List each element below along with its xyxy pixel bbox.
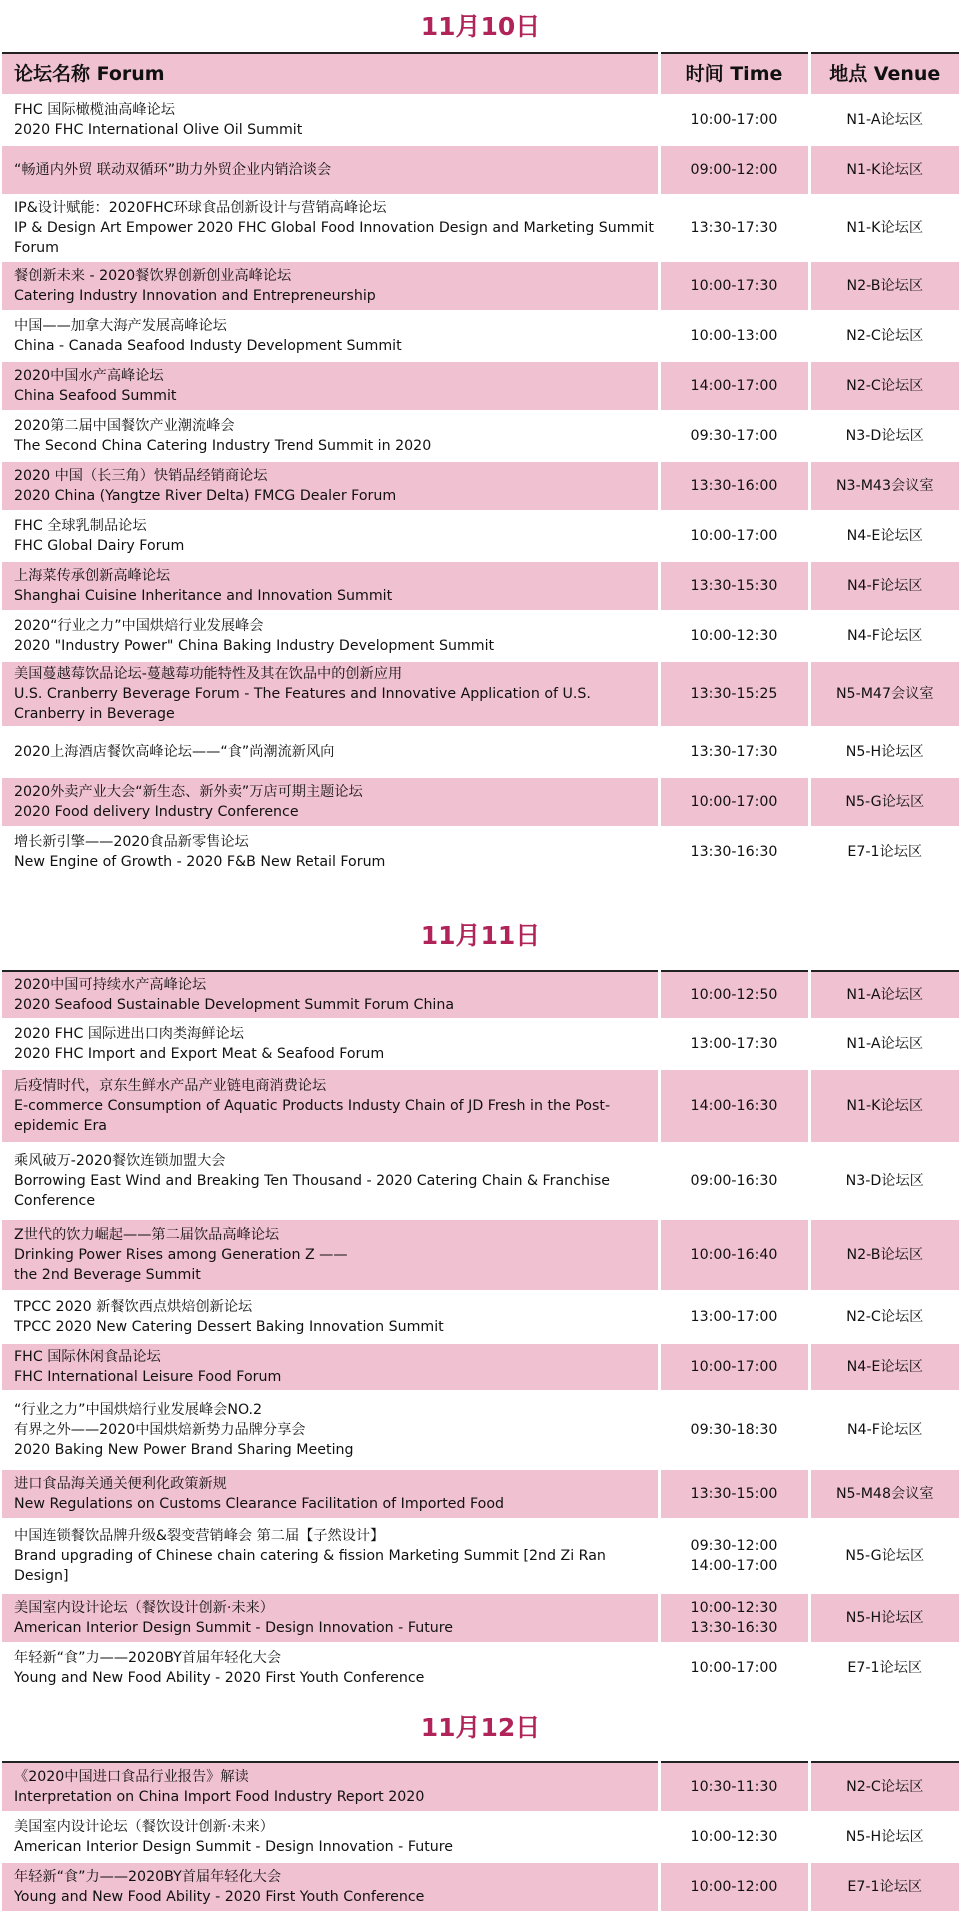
time-cell [659, 1469, 809, 1519]
forum-name-en: China - Canada Seafood Industy Development Summit [14, 338, 402, 354]
time-value: 10:00-13:00 [690, 328, 778, 344]
forum-cell [2, 1219, 659, 1291]
day-title: 11月10日 [420, 12, 541, 41]
forum-name-cn: 美国室内设计论坛（餐饮设计创新·未来） [14, 1600, 274, 1616]
forum-name-en: the 2nd Beverage Summit [14, 1267, 201, 1283]
venue-cell: N4-F论坛区 [809, 561, 959, 611]
forum-cell [2, 1862, 659, 1912]
table-row [2, 95, 959, 145]
forum-name-cn: 2020中国可持续水产高峰论坛 [14, 977, 207, 993]
forum-name-en: Interpretation on China Import Food Industry Report 2020 [14, 1789, 425, 1805]
forum-cell [2, 661, 659, 727]
venue-cell: N1-K论坛区 [809, 1069, 959, 1143]
table-row [2, 1519, 959, 1593]
time-cell [659, 1643, 809, 1693]
venue-cell: N1-A论坛区 [809, 95, 959, 145]
forum-name-cn: 乘风破万-2020餐饮连锁加盟大会 [14, 1153, 226, 1169]
time-value: 09:30-12:00 [690, 1538, 778, 1554]
time-value: 10:00-12:00 [690, 1879, 778, 1895]
forum-name-en: Shanghai Cuisine Inheritance and Innovation Summit [14, 588, 393, 604]
forum-name-en: E-commerce Consumption of Aquatic Products Industy Chain of JD Fresh in the Post-epidemic Era [14, 1098, 611, 1134]
forum-name-en: Young and New Food Ability - 2020 First Youth Conference [14, 1670, 425, 1686]
time-cell [659, 1219, 809, 1291]
forum-name-cn: 《2020中国进口食品行业报告》解读 [14, 1769, 249, 1785]
time-value: 10:00-16:40 [690, 1247, 778, 1263]
table-row [2, 411, 959, 461]
venue-cell: N2-B论坛区 [809, 261, 959, 311]
forum-name-en: 2020 FHC Import and Export Meat & Seafood Forum [14, 1046, 385, 1062]
forum-table [2, 52, 959, 878]
time-value: 13:30-16:30 [690, 844, 778, 860]
forum-name-cn: FHC 全球乳制品论坛 [14, 518, 147, 534]
table-row [2, 261, 959, 311]
forum-name-en: The Second China Catering Industry Trend Summit in 2020 [14, 438, 432, 454]
time-cell [659, 661, 809, 727]
time-value: 13:30-15:30 [690, 578, 778, 594]
forum-name-cn: 2020上海酒店餐饮高峰论坛——“食”尚潮流新风向 [14, 744, 335, 760]
time-cell [659, 727, 809, 777]
table-row [2, 461, 959, 511]
time-value: 09:30-18:30 [690, 1422, 778, 1438]
time-cell [659, 1019, 809, 1069]
venue-cell: N3-D论坛区 [809, 1143, 959, 1219]
forum-name-en: Catering Industry Innovation and Entrepreneurship [14, 288, 376, 304]
venue-cell: N1-K论坛区 [809, 145, 959, 195]
time-cell [659, 461, 809, 511]
venue-cell: N1-K论坛区 [809, 195, 959, 261]
forum-cell [2, 1812, 659, 1862]
table-row [2, 611, 959, 661]
venue-cell: N1-A论坛区 [809, 971, 959, 1019]
forum-name-cn: 2020“行业之力”中国烘焙行业发展峰会 [14, 618, 264, 634]
time-cell [659, 261, 809, 311]
time-value: 10:00-12:30 [690, 1600, 778, 1616]
forum-name-cn: TPCC 2020 新餐饮西点烘焙创新论坛 [14, 1299, 253, 1315]
time-value: 13:30-15:25 [690, 686, 778, 702]
forum-name-cn: 美国室内设计论坛（餐饮设计创新·未来） [14, 1819, 274, 1835]
forum-cell [2, 1762, 659, 1812]
forum-name-cn: 2020中国水产高峰论坛 [14, 368, 164, 384]
forum-name-cn: 增长新引擎——2020食品新零售论坛 [14, 834, 249, 850]
time-value: 13:30-16:00 [690, 478, 778, 494]
forum-name-cn: “畅通内外贸 联动双循环”助力外贸企业内销洽谈会 [14, 162, 332, 178]
table-row [2, 1291, 959, 1343]
forum-name-en: 2020 China (Yangtze River Delta) FMCG Dealer Forum [14, 488, 397, 504]
forum-name-cn: 有界之外——2020中国烘焙新势力品牌分享会 [14, 1422, 306, 1438]
forum-cell [2, 1019, 659, 1069]
table-row [2, 1812, 959, 1862]
forum-name-en: China Seafood Summit [14, 388, 177, 404]
time-value: 14:00-17:00 [690, 378, 778, 394]
time-value: 13:30-17:30 [690, 220, 778, 236]
table-row [2, 971, 959, 1019]
venue-cell: N4-F论坛区 [809, 611, 959, 661]
forum-table [2, 1761, 959, 1913]
time-cell [659, 411, 809, 461]
table-row [2, 1391, 959, 1469]
table-row [2, 727, 959, 777]
table-row [2, 827, 959, 877]
forum-name-cn: 2020第二届中国餐饮产业潮流峰会 [14, 418, 235, 434]
forum-name-cn: 上海菜传承创新高峰论坛 [14, 568, 171, 584]
time-value: 10:00-17:00 [690, 112, 778, 128]
time-value: 14:00-16:30 [690, 1098, 778, 1114]
time-cell [659, 611, 809, 661]
venue-cell: N3-D论坛区 [809, 411, 959, 461]
table-row [2, 311, 959, 361]
forum-cell [2, 1593, 659, 1643]
forum-name-cn: FHC 国际休闲食品论坛 [14, 1349, 161, 1365]
table-row [2, 777, 959, 827]
time-value: 13:30-15:00 [690, 1486, 778, 1502]
time-value: 10:00-17:00 [690, 1660, 778, 1676]
table-row [2, 145, 959, 195]
time-value: 13:30-17:30 [690, 744, 778, 760]
forum-cell [2, 971, 659, 1019]
time-value: 10:00-17:00 [690, 794, 778, 810]
venue-cell: N4-E论坛区 [809, 1343, 959, 1391]
forum-name-cn: Z世代的饮力崛起——第二届饮品高峰论坛 [14, 1227, 280, 1243]
venue-cell: N5-G论坛区 [809, 1519, 959, 1593]
table-row [2, 361, 959, 411]
time-cell [659, 145, 809, 195]
forum-name-en: FHC International Leisure Food Forum [14, 1369, 282, 1385]
table-row [2, 1143, 959, 1219]
table-header [2, 53, 959, 95]
venue-cell: N5-H论坛区 [809, 727, 959, 777]
forum-name-cn: 餐创新未来 - 2020餐饮界创新创业高峰论坛 [14, 268, 292, 284]
venue-cell: N5-M48会议室 [809, 1469, 959, 1519]
time-cell [659, 311, 809, 361]
time-cell [659, 1143, 809, 1219]
day-section-nov-12 [0, 1698, 961, 1913]
day-title: 11月12日 [420, 1713, 541, 1742]
time-cell [659, 195, 809, 261]
time-cell [659, 1519, 809, 1593]
table-row [2, 511, 959, 561]
time-cell [659, 1069, 809, 1143]
time-value: 13:30-16:30 [690, 1620, 778, 1636]
forum-cell [2, 1519, 659, 1593]
forum-name-en: FHC Global Dairy Forum [14, 538, 185, 554]
forum-cell [2, 1469, 659, 1519]
venue-cell: N5-M47会议室 [809, 661, 959, 727]
forum-name-cn: “行业之力”中国烘焙行业发展峰会NO.2 [14, 1402, 263, 1418]
forum-cell [2, 1291, 659, 1343]
table-row [2, 1219, 959, 1291]
venue-cell: N5-H论坛区 [809, 1812, 959, 1862]
venue-cell: N2-C论坛区 [809, 361, 959, 411]
forum-name-en: 2020 "Industry Power" China Baking Industry Development Summit [14, 638, 495, 654]
forum-cell [2, 561, 659, 611]
time-cell [659, 361, 809, 411]
header-time: 时间 Time [659, 53, 809, 95]
forum-name-en: 2020 Seafood Sustainable Development Summit Forum China [14, 997, 455, 1013]
forum-cell [2, 145, 659, 195]
time-cell [659, 1391, 809, 1469]
table-row [2, 1762, 959, 1812]
forum-name-en: IP & Design Art Empower 2020 FHC Global Food Innovation Design and Marketing Summit Forum [14, 220, 654, 256]
venue-cell: N4-E论坛区 [809, 511, 959, 561]
forum-cell [2, 461, 659, 511]
time-value: 10:00-17:30 [690, 278, 778, 294]
day-section-nov-10 [0, 0, 961, 878]
time-value: 09:00-16:30 [690, 1173, 778, 1189]
forum-name-en: Young and New Food Ability - 2020 First Youth Conference [14, 1889, 425, 1905]
time-cell [659, 1593, 809, 1643]
time-value: 09:30-17:00 [690, 428, 778, 444]
venue-cell: N3-M43会议室 [809, 461, 959, 511]
forum-name-cn: 年轻新“食”力——2020BY首届年轻化大会 [14, 1650, 282, 1666]
venue-cell: E7-1论坛区 [809, 1862, 959, 1912]
header-forum: 论坛名称 Forum [2, 53, 659, 95]
venue-cell: N2-B论坛区 [809, 1219, 959, 1291]
forum-cell [2, 727, 659, 777]
time-cell [659, 971, 809, 1019]
time-value: 10:30-11:30 [690, 1779, 778, 1795]
day-section-nov-11 [0, 907, 961, 1694]
venue-cell: N2-C论坛区 [809, 1291, 959, 1343]
time-value: 09:00-12:00 [690, 162, 778, 178]
time-cell [659, 95, 809, 145]
forum-name-en: American Interior Design Summit - Design Innovation - Future [14, 1839, 453, 1855]
table-row [2, 1643, 959, 1693]
time-cell [659, 1862, 809, 1912]
forum-cell [2, 361, 659, 411]
time-cell [659, 1343, 809, 1391]
forum-cell [2, 1069, 659, 1143]
time-value: 14:00-17:00 [690, 1558, 778, 1574]
table-row [2, 1469, 959, 1519]
venue-cell: N5-G论坛区 [809, 777, 959, 827]
time-value: 13:00-17:30 [690, 1036, 778, 1052]
venue-cell: E7-1论坛区 [809, 827, 959, 877]
forum-name-en: Drinking Power Rises among Generation Z —— [14, 1247, 348, 1263]
forum-cell [2, 95, 659, 145]
forum-cell [2, 1343, 659, 1391]
venue-cell: N1-A论坛区 [809, 1019, 959, 1069]
time-cell [659, 1812, 809, 1862]
time-cell [659, 1762, 809, 1812]
time-value: 10:00-12:30 [690, 1829, 778, 1845]
table-row [2, 195, 959, 261]
time-value: 13:00-17:00 [690, 1309, 778, 1325]
forum-name-cn: 年轻新“食”力——2020BY首届年轻化大会 [14, 1869, 282, 1885]
forum-cell [2, 1143, 659, 1219]
forum-name-cn: 2020 FHC 国际进出口肉类海鲜论坛 [14, 1026, 244, 1042]
forum-cell [2, 411, 659, 461]
forum-name-cn: 美国蔓越莓饮品论坛-蔓越莓功能特性及其在饮品中的创新应用 [14, 666, 403, 682]
table-row [2, 1069, 959, 1143]
forum-name-cn: IP&设计赋能：2020FHC环球食品创新设计与营销高峰论坛 [14, 200, 387, 216]
forum-name-en: American Interior Design Summit - Design Innovation - Future [14, 1620, 453, 1636]
time-value: 10:00-12:50 [690, 987, 778, 1003]
forum-cell [2, 777, 659, 827]
table-row [2, 1343, 959, 1391]
time-cell [659, 1291, 809, 1343]
forum-cell [2, 195, 659, 261]
time-value: 10:00-12:30 [690, 628, 778, 644]
time-cell [659, 777, 809, 827]
forum-name-en: New Regulations on Customs Clearance Facilitation of Imported Food [14, 1496, 505, 1512]
table-row [2, 661, 959, 727]
time-cell [659, 827, 809, 877]
forum-cell [2, 827, 659, 877]
venue-cell: N2-C论坛区 [809, 1762, 959, 1812]
forum-name-en: 2020 Baking New Power Brand Sharing Meeting [14, 1442, 354, 1458]
header-venue: 地点 Venue [809, 53, 959, 95]
venue-cell: N4-F论坛区 [809, 1391, 959, 1469]
forum-name-en: Brand upgrading of Chinese chain catering & fission Marketing Summit [2nd Zi Ran Design] [14, 1548, 606, 1584]
table-row [2, 1593, 959, 1643]
venue-cell: N2-C论坛区 [809, 311, 959, 361]
day-title: 11月11日 [420, 921, 541, 950]
forum-name-cn: 2020外卖产业大会“新生态、新外卖”万店可期主题论坛 [14, 784, 363, 800]
venue-cell: N5-H论坛区 [809, 1593, 959, 1643]
forum-name-cn: 后疫情时代，京东生鲜水产品产业链电商消费论坛 [14, 1078, 327, 1094]
forum-name-en: Borrowing East Wind and Breaking Ten Thousand - 2020 Catering Chain & Franchise Conference [14, 1173, 611, 1209]
time-value: 10:00-17:00 [690, 1359, 778, 1375]
time-cell [659, 511, 809, 561]
forum-table [2, 970, 959, 1694]
forum-cell [2, 311, 659, 361]
forum-cell [2, 1391, 659, 1469]
forum-cell [2, 611, 659, 661]
forum-name-cn: 2020 中国（长三角）快销品经销商论坛 [14, 468, 268, 484]
time-cell [659, 561, 809, 611]
forum-name-en: 2020 Food delivery Industry Conference [14, 804, 299, 820]
forum-cell [2, 1643, 659, 1693]
time-value: 10:00-17:00 [690, 528, 778, 544]
table-row [2, 561, 959, 611]
venue-cell: E7-1论坛区 [809, 1643, 959, 1693]
forum-name-cn: 进口食品海关通关便利化政策新规 [14, 1476, 227, 1492]
forum-cell [2, 261, 659, 311]
forum-name-en: U.S. Cranberry Beverage Forum - The Features and Innovative Application of U.S. Cranberry in Beverage [14, 686, 591, 722]
table-row [2, 1019, 959, 1069]
forum-name-en: 2020 FHC International Olive Oil Summit [14, 122, 303, 138]
forum-cell [2, 511, 659, 561]
forum-name-cn: 中国——加拿大海产发展高峰论坛 [14, 318, 227, 334]
table-row [2, 1862, 959, 1912]
forum-name-en: New Engine of Growth - 2020 F&B New Retail Forum [14, 854, 386, 870]
forum-name-cn: FHC 国际橄榄油高峰论坛 [14, 102, 175, 118]
forum-name-en: TPCC 2020 New Catering Dessert Baking Innovation Summit [14, 1319, 444, 1335]
forum-name-cn: 中国连锁餐饮品牌升级&裂变营销峰会 第二届【子然设计】 [14, 1528, 385, 1544]
